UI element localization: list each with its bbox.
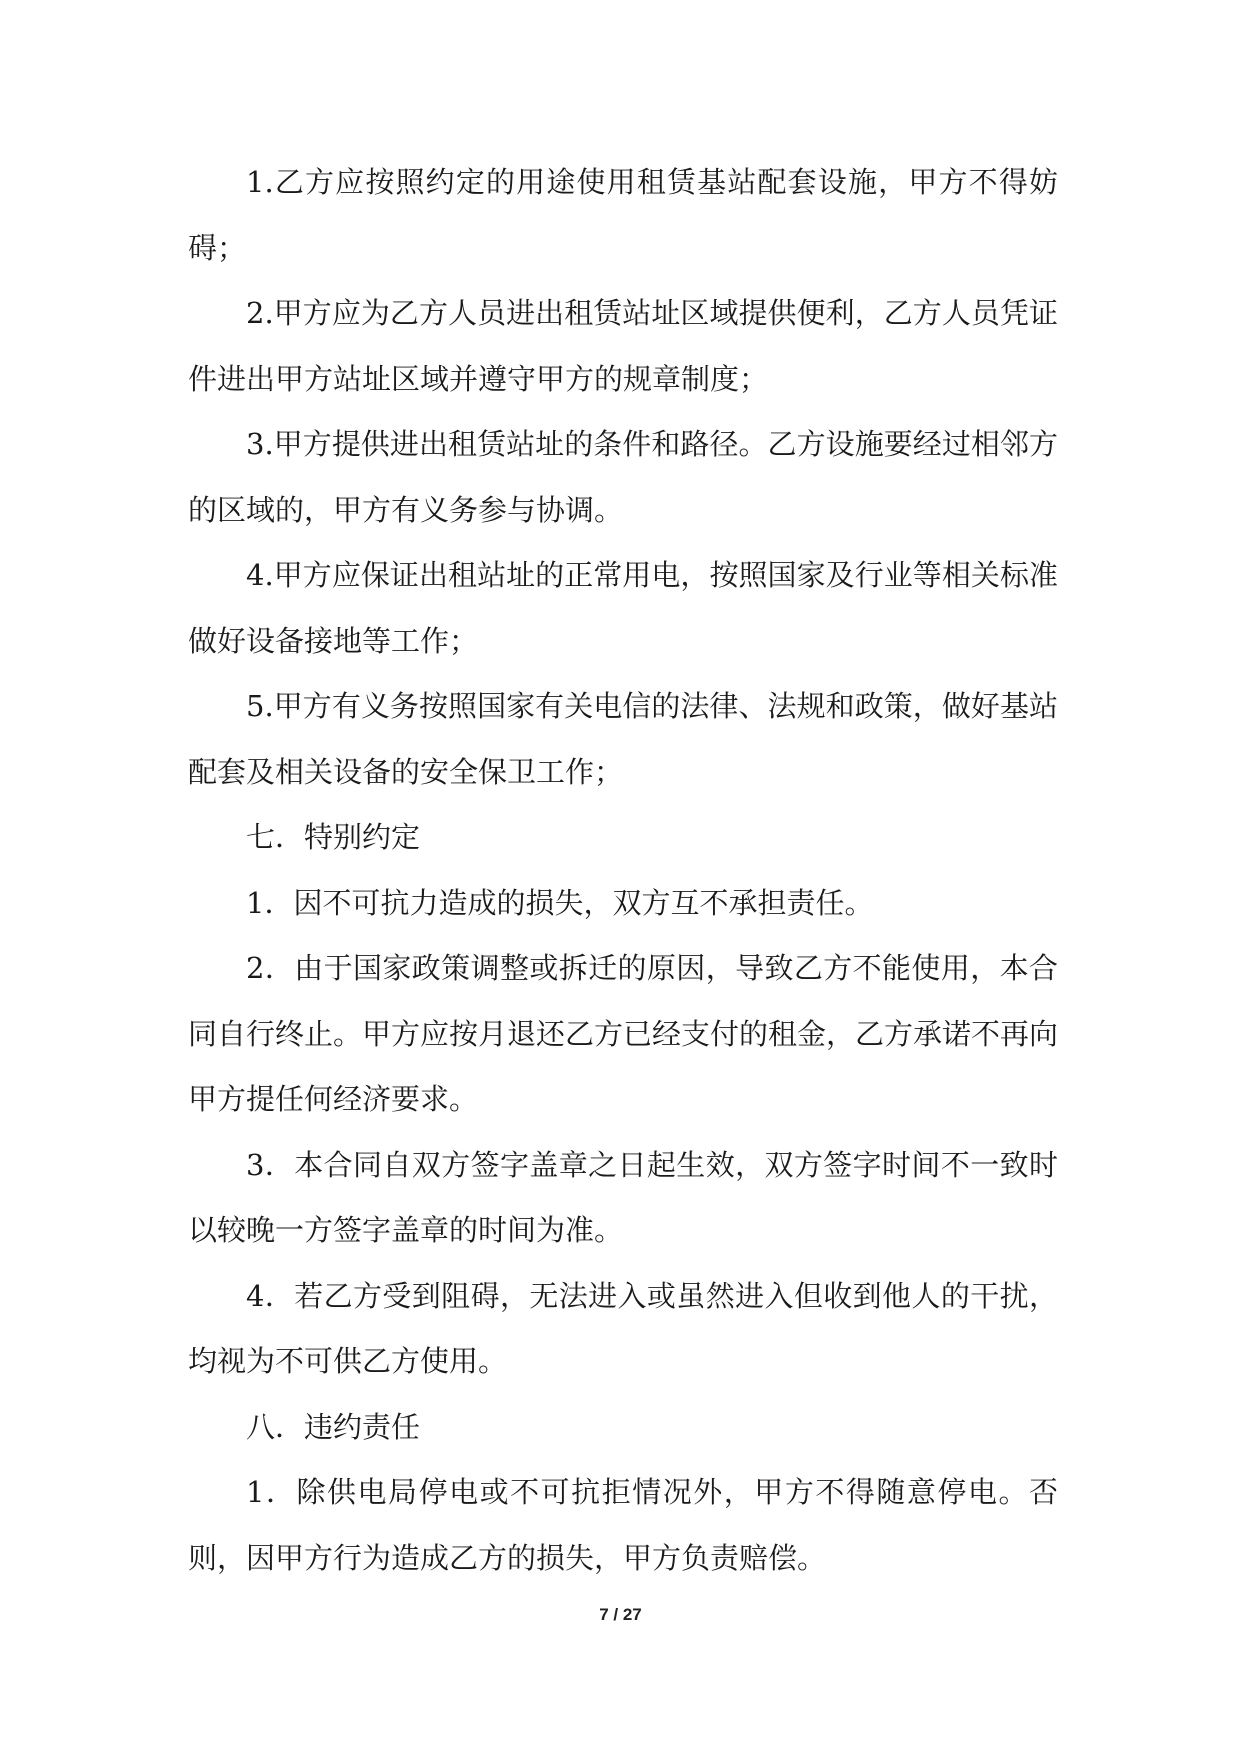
clause-7-2: 2．由于国家政策调整或拆迁的原因，导致乙方不能使用，本合同自行终止。甲方应按月退还乙方已经支付的租金，乙方承诺不再向甲方提任何经济要求。 — [188, 951, 1059, 1116]
section-heading-8: 八．违约责任 — [246, 1409, 421, 1444]
clause-7-1: 1．因不可抗力造成的损失，双方互不承担责任。 — [246, 885, 874, 920]
clause-8-1: 1．除供电局停电或不可抗拒情况外，甲方不得随意停电。否则，因甲方行为造成乙方的损失，甲方负责赔偿。 — [188, 1475, 1058, 1575]
clause-6-5: 5.甲方有义务按照国家有关电信的法律、法规和政策，做好基站配套及相关设备的安全保卫工作； — [188, 689, 1058, 789]
clause-6-2: 2.甲方应为乙方人员进出租赁站址区域提供便利，乙方人员凭证件进出甲方站址区域并遵守甲方的规章制度； — [188, 296, 1058, 396]
document-body — [188, 150, 1058, 1591]
clause-6-1: 1.乙方应按照约定的用途使用租赁基站配套设施，甲方不得妨碍； — [188, 165, 1058, 265]
clause-6-3: 3.甲方提供进出租赁站址的条件和路径。乙方设施要经过相邻方的区域的，甲方有义务参与协调。 — [188, 427, 1058, 527]
clause-7-3: 3．本合同自双方签字盖章之日起生效，双方签字时间不一致时以较晚一方签字盖章的时间为准。 — [188, 1147, 1058, 1247]
section-heading-7: 七．特别约定 — [246, 820, 421, 854]
clause-7-4: 4．若乙方受到阻碍，无法进入或虽然进入但收到他人的干扰，均视为不可供乙方使用。 — [188, 1278, 1058, 1378]
clause-6-4: 4.甲方应保证出租站址的正常用电，按照国家及行业等相关标准做好设备接地等工作； — [188, 558, 1058, 658]
page-number: 7 / 27 — [599, 1605, 642, 1624]
